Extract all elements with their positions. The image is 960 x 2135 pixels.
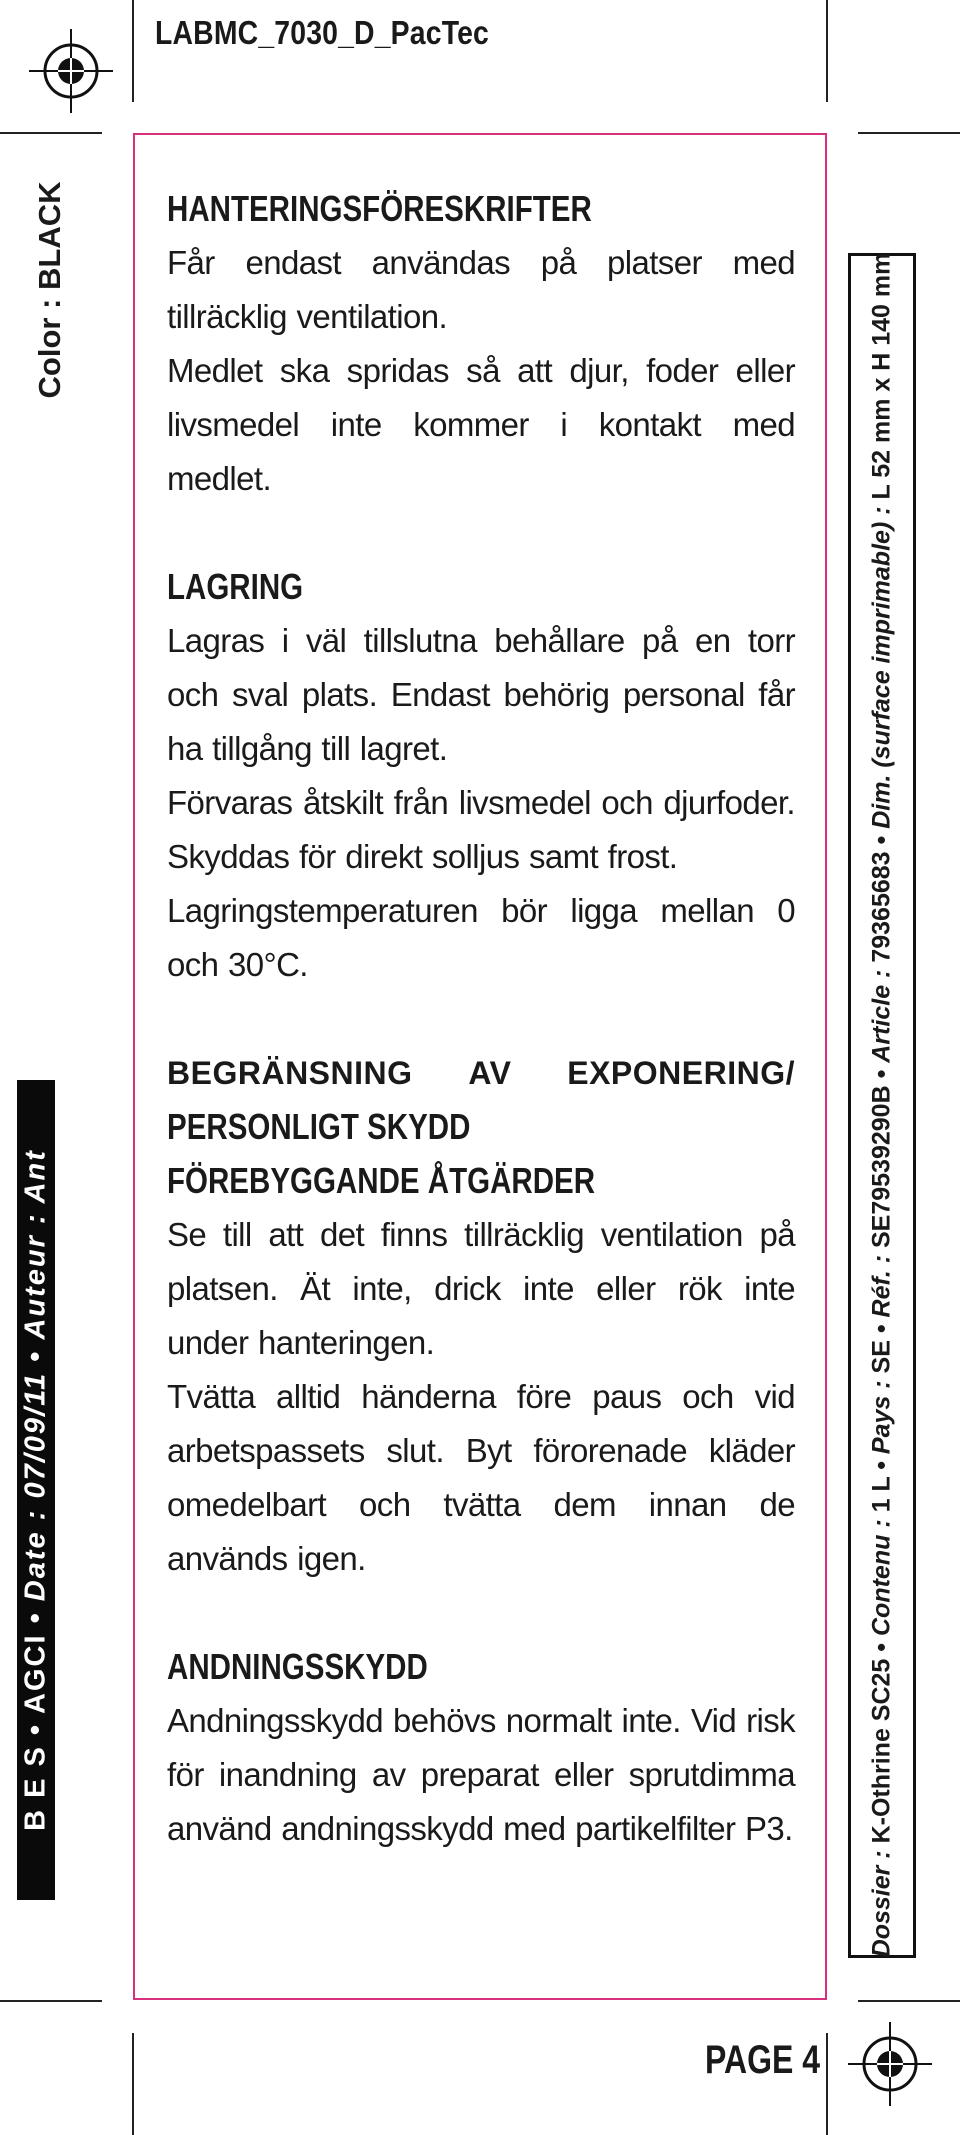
- title-word: EXPONERING/: [567, 1055, 795, 1091]
- paragraph: Lagringstemperaturen bör ligga mellan 0 och 30°C.: [167, 892, 795, 983]
- section-subtitle: FÖREBYGGANDE ÅTGÄRDER: [167, 1160, 596, 1201]
- crop-mark: [826, 2033, 828, 2135]
- dossier-key: Dossier :: [867, 1843, 896, 1958]
- label-content: [167, 182, 795, 1856]
- crop-mark: [132, 2033, 134, 2135]
- crop-mark: [132, 0, 134, 102]
- file-name: LABMC_7030_D_PacTec: [155, 14, 490, 51]
- bullet: •: [867, 1636, 896, 1659]
- section-exposure: [167, 1046, 795, 1586]
- author-label: Auteur : Ant: [19, 1149, 52, 1340]
- section-storage: [167, 560, 795, 992]
- paragraph: Medlet ska spridas så att djur, foder eller livsmedel inte kommer i kontakt med medlet.: [167, 352, 795, 497]
- page-number: PAGE 4: [705, 2038, 820, 2082]
- bullet: •: [867, 1062, 896, 1086]
- registration-mark-icon: [848, 2022, 932, 2106]
- bullet: •: [19, 1349, 52, 1362]
- paragraph: Tvätta alltid händerna före paus och vid arbetspassets slut. Byt förorenade kläder omedelbart och tvätta dem innan de används igen.: [167, 1378, 795, 1577]
- registration-mark-icon: [29, 29, 113, 113]
- section-title: ANDNINGSSKYDD: [167, 1646, 428, 1687]
- crop-mark: [858, 132, 960, 134]
- bes-info: [20, 1149, 53, 1831]
- bullet: •: [867, 828, 896, 852]
- paragraph: Förvaras åtskilt från livsmedel och djurfoder. Skyddas för direkt solljus samt frost.: [167, 784, 795, 875]
- bullet: •: [19, 1611, 52, 1624]
- bullet: •: [867, 1454, 896, 1477]
- content-value: 1 L: [867, 1476, 896, 1513]
- content-key: Contenu :: [867, 1512, 896, 1636]
- dimension-value: L 52 mm x H 140 mm: [867, 252, 896, 500]
- title-word: BEGRÄNSNING: [167, 1055, 413, 1091]
- ref-key: Réf. :: [867, 1248, 896, 1318]
- article-value: 79365683: [867, 851, 896, 963]
- section-handling: [167, 182, 795, 506]
- section-title: PERSONLIGT SKYDD: [167, 1106, 471, 1147]
- color-label: Color : BLACK: [32, 181, 67, 399]
- bullet: •: [19, 1722, 52, 1736]
- section-title: [167, 1046, 795, 1100]
- paragraph: Se till att det finns tillräcklig ventilation på platsen. Ät inte, drick inte eller rök inte under hanteringen.: [167, 1216, 795, 1361]
- crop-mark: [826, 0, 828, 102]
- agency-label: AGCI: [19, 1633, 52, 1714]
- section-respiratory: [167, 1640, 795, 1856]
- paragraph: Lagras i väl tillslutna behållare på en torr och sval plats. Endast behörig personal får ha tillgång till lagret.: [167, 622, 795, 767]
- crop-mark: [0, 132, 102, 134]
- paragraph: Andningsskydd behövs normalt inte. Vid risk för inandning av preparat eller sprutdimma använd andningsskydd med partikelfilter P3.: [167, 1702, 795, 1847]
- article-key: Article :: [867, 962, 896, 1063]
- section-title: HANTERINGSFÖRESKRIFTER: [167, 188, 592, 229]
- date-label: Date : 07/09/11: [19, 1371, 52, 1602]
- dimension-key: Dim. (surface imprimable) :: [867, 499, 896, 829]
- paragraph: Får endast användas på platser med tillräcklig ventilation.: [167, 244, 795, 335]
- crop-mark: [858, 2000, 960, 2002]
- title-word: AV: [468, 1055, 512, 1091]
- section-title: LAGRING: [167, 566, 304, 607]
- country-key: Pays :: [867, 1373, 896, 1455]
- ref-value: SE79539290B: [867, 1085, 896, 1248]
- bullet: •: [867, 1317, 896, 1341]
- country-value: SE: [867, 1340, 896, 1374]
- crop-mark: [0, 2000, 102, 2002]
- dossier-value: K-Othrine SC25: [867, 1658, 896, 1844]
- dossier-info: [868, 253, 897, 1958]
- bes-label: B E S: [19, 1745, 52, 1831]
